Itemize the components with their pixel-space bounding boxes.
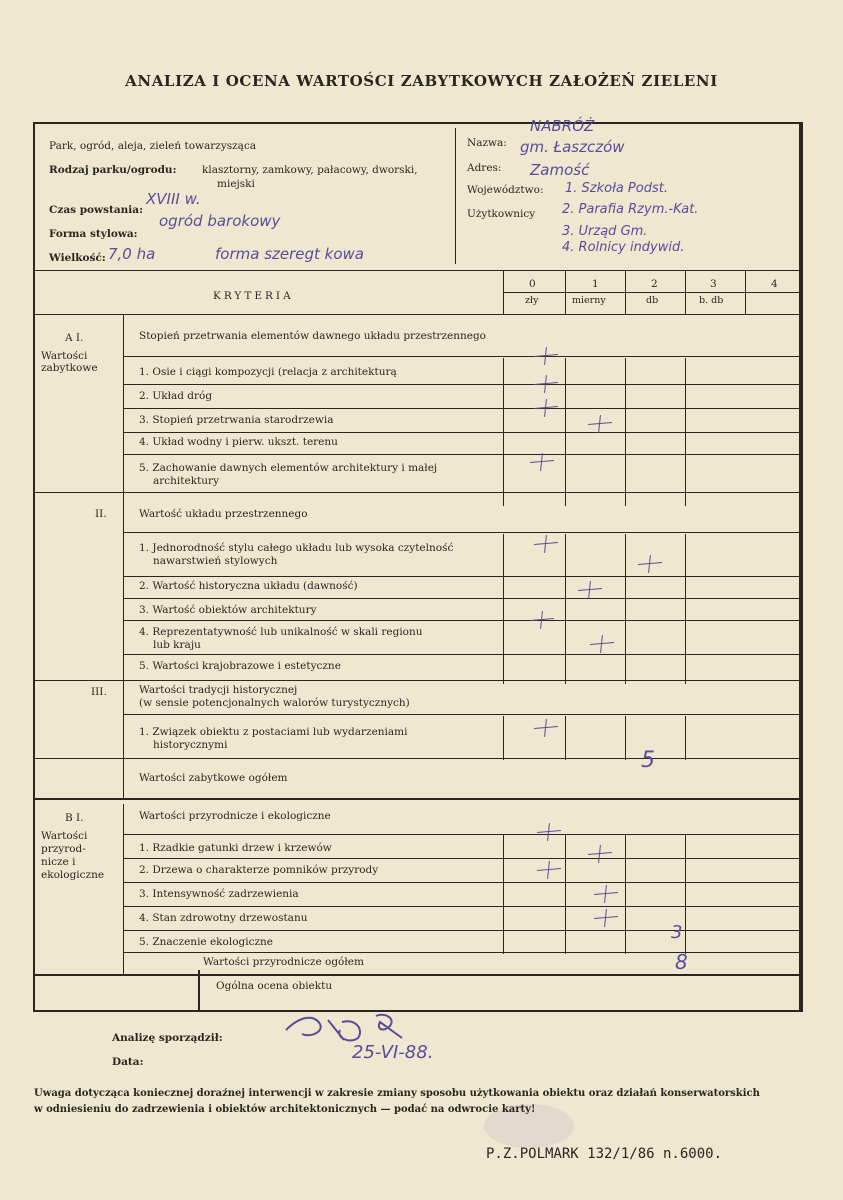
park-kind-label: Rodzaj parku/ogrodu:	[49, 164, 177, 176]
style-value: ogród barokowy	[159, 212, 281, 230]
header-divider	[455, 128, 456, 264]
score-3-word: b. db	[699, 295, 724, 306]
park-kind-options-2: miejski	[217, 178, 255, 190]
check-mark-a1-3	[588, 414, 612, 434]
a2-item-2: 2. Wartość historyczna układu (dawność)	[139, 580, 358, 592]
section-b-code: B I.	[65, 812, 84, 824]
criteria-label: KRYTERIA	[213, 290, 294, 302]
check-mark-b1-1	[537, 822, 561, 842]
name-value: NABRÓŻ	[530, 117, 595, 135]
a1-item-4: 4. Układ wodny i pierw. ukszt. terenu	[139, 436, 338, 448]
a1-item-5b: architektury	[153, 475, 220, 487]
section-b-name-2: przyrod-	[41, 843, 86, 855]
prepared-label: Analizę sporządził:	[112, 1032, 223, 1044]
created-label: Czas powstania:	[49, 204, 143, 216]
b1-item-2: 2. Drzewa o charakterze pomników przyrody	[139, 864, 379, 876]
note-line-2: w odniesieniu do zadrzewienia i obiektów architektonicznych — podać na odwrocie karty!	[34, 1104, 536, 1115]
a1-item-2: 2. Układ dróg	[139, 390, 213, 402]
size-note: forma szeregt kowa	[215, 245, 365, 263]
a-total-label: Wartości zabytkowe ogółem	[139, 772, 288, 784]
a3-code: III.	[91, 686, 107, 698]
b1-item-1: 1. Rzadkie gatunki drzew i krzewów	[139, 842, 332, 854]
user-3: 3. Urząd Gm.	[562, 224, 648, 239]
a2-item-1b: nawarstwień stylowych	[153, 555, 278, 567]
check-mark-a2-1b	[638, 554, 662, 574]
a2-code: II.	[95, 508, 107, 520]
b1-item-5: 5. Znaczenie ekologiczne	[139, 936, 274, 948]
overall-label: Ogólna ocena obiektu	[216, 980, 333, 992]
section-a-code: A I.	[65, 332, 84, 344]
check-mark-a2-1	[534, 534, 558, 554]
score-0-word: zły	[525, 295, 539, 306]
check-mark-a3-1	[534, 718, 558, 738]
a3-item-1: 1. Związek obiektu z postaciami lub wydarzeniami	[139, 726, 408, 738]
form-frame	[33, 117, 803, 1012]
a2-item-1: 1. Jednorodność stylu całego układu lub wysoka czytelność	[139, 542, 454, 554]
section-b-name-1: Wartości	[41, 830, 88, 842]
check-mark-b1-1b	[588, 844, 612, 864]
print-mark: P.Z.POLMARK 132/1/86 n.6000.	[486, 1146, 723, 1162]
b1-title: Wartości przyrodnicze i ekologiczne	[139, 810, 331, 822]
check-mark-a2-4b	[590, 634, 614, 654]
date-label: Data:	[112, 1056, 144, 1068]
user-1: 1. Szkoła Podst.	[565, 181, 668, 196]
park-type-line: Park, ogród, aleja, zieleń towarzysząca	[49, 140, 257, 152]
date-value: 25-VI-88.	[352, 1042, 434, 1063]
check-mark-a1-5	[530, 452, 554, 472]
check-mark-a1-2	[534, 374, 558, 394]
b-total-value: 8	[675, 950, 688, 974]
section-b-name-3: nicze i	[41, 856, 76, 868]
check-mark-b1-2	[537, 860, 561, 880]
a2-title: Wartość układu przestrzennego	[139, 508, 308, 520]
a2-item-4: 4. Reprezentatywność lub unikalność w skali regionu	[139, 626, 423, 638]
b1-item-3: 3. Intensywność zadrzewienia	[139, 888, 299, 900]
b-total-label: Wartości przyrodnicze ogółem	[203, 956, 364, 968]
overall-box	[198, 970, 803, 1012]
address-value: gm. Łaszczów	[520, 138, 625, 156]
score-2-num: 2	[651, 278, 658, 290]
check-mark-b1-3	[594, 884, 618, 904]
a1-item-3: 3. Stopień przetrwania starodrzewia	[139, 414, 334, 426]
score-4-num: 4	[771, 278, 778, 290]
a3-title: Wartości tradycji historycznej	[139, 684, 298, 696]
page-title: ANALIZA I OCENA WARTOŚCI ZABYTKOWYCH ZAŁOŻEŃ ZIELENI	[125, 72, 718, 90]
score-3-num: 3	[710, 278, 717, 290]
b1-item-4: 4. Stan zdrowotny drzewostanu	[139, 912, 308, 924]
score-1-word: mierny	[572, 295, 606, 306]
a2-item-4b: lub kraju	[153, 639, 201, 651]
user-2: 2. Parafia Rzym.-Kat.	[562, 202, 699, 217]
b1-item-5-value: 3	[671, 922, 683, 943]
check-mark-b1-4	[594, 908, 618, 928]
address-label: Adres:	[467, 162, 502, 174]
check-mark-a1-2b	[534, 398, 558, 418]
a1-item-1: 1. Osie i ciągi kompozycji (relacja z architekturą	[139, 366, 397, 378]
style-label: Forma stylowa:	[49, 228, 138, 240]
score-2-word: db	[646, 295, 659, 306]
a2-item-5: 5. Wartości krajobrazowe i estetyczne	[139, 660, 341, 672]
check-mark-a1-1	[534, 346, 558, 366]
a2-item-3: 3. Wartość obiektów architektury	[139, 604, 317, 616]
section-b-name-4: ekologiczne	[41, 869, 105, 881]
section-a-name: Wartości zabytkowe	[41, 350, 98, 375]
size-value: 7,0 ha	[108, 245, 156, 263]
size-label: Wielkość:	[49, 252, 106, 264]
voivodeship-label: Województwo:	[467, 184, 544, 196]
created-value: XVIII w.	[146, 190, 201, 208]
park-kind-options: klasztorny, zamkowy, pałacowy, dworski,	[202, 164, 418, 176]
a-total-value: 5	[641, 748, 655, 773]
a1-title: Stopień przetrwania elementów dawnego układu przestrzennego	[139, 330, 486, 342]
address-value-2: Zamość	[530, 161, 590, 179]
score-0-num: 0	[529, 278, 536, 290]
check-mark-a2-2	[578, 580, 602, 600]
a1-item-5: 5. Zachowanie dawnych elementów architektury i małej	[139, 462, 438, 474]
user-4: 4. Rolnicy indywid.	[562, 240, 685, 255]
score-1-num: 1	[592, 278, 599, 290]
a3-title-2: (w sensie potencjonalnych walorów turystycznych)	[139, 697, 410, 709]
users-label: Użytkownicy	[467, 208, 536, 220]
check-mark-a2-4	[530, 610, 554, 630]
note-line-1: Uwaga dotycząca koniecznej doraźnej interwencji w zakresie zmiany sposobu użytkowania obiektu oraz działań konserwatorskich	[34, 1088, 760, 1099]
a3-item-1b: historycznymi	[153, 739, 228, 751]
name-label: Nazwa:	[467, 137, 507, 149]
